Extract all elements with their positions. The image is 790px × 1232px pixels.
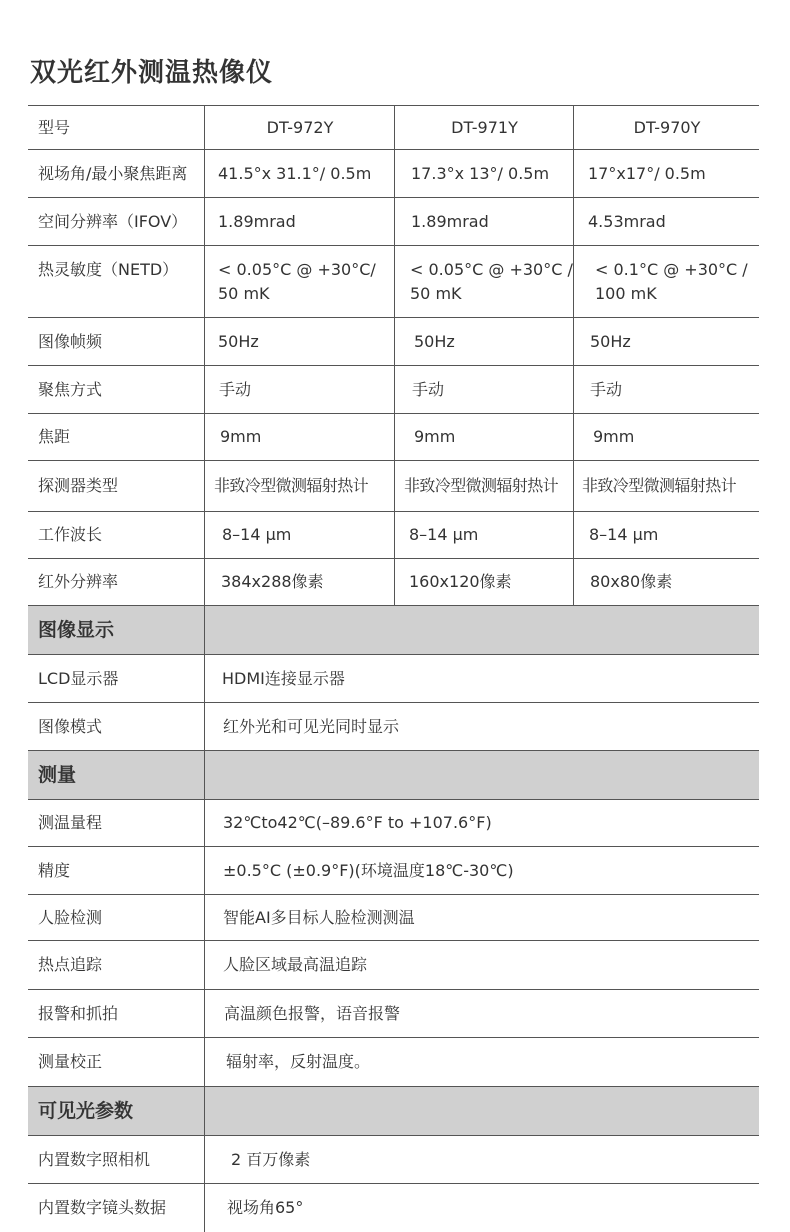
table-row [28, 1184, 759, 1232]
table-row [28, 941, 759, 990]
row-value: HDMI连接显示器 [222, 668, 345, 688]
row-label: 红外分辨率 [28, 559, 205, 605]
row-label: 精度 [28, 847, 205, 894]
table-row [28, 990, 759, 1038]
section-filler [206, 1087, 759, 1135]
value-972y: 手动 [206, 366, 395, 413]
table-row [28, 246, 759, 318]
value-971y: 手动 [396, 366, 574, 413]
value-972y: 384x288像素 [206, 559, 395, 605]
table-row [28, 318, 759, 366]
section-filler [206, 751, 759, 799]
value-972y: 9mm [206, 414, 395, 460]
row-value: 视场角65° [227, 1198, 304, 1217]
row-label: LCD显示器 [28, 655, 205, 702]
value-971y: 160x120像素 [396, 559, 574, 605]
section-title: 可见光参数 [28, 1087, 205, 1135]
row-value: 辐射率，反射温度。 [226, 1052, 371, 1071]
value-970y: < 0.1°C @ +30°C / 100 mK [595, 260, 748, 303]
row-label: 聚焦方式 [28, 366, 205, 413]
value-970y: 非致冷型微测辐射热计 [582, 476, 737, 495]
value-970y: 4.53mrad [588, 211, 666, 231]
row-label: 热灵敏度（NETD） [28, 246, 205, 317]
table-row [28, 655, 759, 703]
table-row [28, 150, 759, 198]
row-label: 热点追踪 [28, 941, 205, 989]
section-title: 图像显示 [28, 606, 205, 654]
table-row [28, 198, 759, 246]
table-row [28, 800, 759, 847]
row-value: 人脸区域最高温追踪 [223, 955, 368, 974]
row-value: 红外光和可见光同时显示 [223, 716, 400, 736]
row-label: 视场角/最小聚焦距离 [28, 150, 205, 197]
row-label: 内置数字镜头数据 [28, 1184, 205, 1232]
table-row [28, 366, 759, 414]
row-label: 报警和抓拍 [28, 990, 205, 1037]
row-label: 工作波长 [28, 512, 205, 558]
row-label: 人脸检测 [28, 895, 205, 940]
section-filler [206, 606, 759, 654]
table-row [28, 461, 759, 512]
row-label: 空间分辨率（IFOV） [28, 198, 205, 245]
value-972y: 8–14 µm [206, 512, 395, 558]
row-label: 图像帧频 [28, 318, 205, 365]
table-header-row [28, 106, 759, 150]
table-row [28, 895, 759, 941]
value-970y: 17°x17°/ 0.5m [588, 163, 706, 183]
row-value: 32℃to42℃(–89.6°F to +107.6°F) [223, 813, 492, 832]
table-row [28, 1136, 759, 1184]
value-970y: 8–14 µm [589, 525, 659, 544]
row-label: 图像模式 [28, 703, 205, 750]
section-title: 测量 [28, 751, 205, 799]
model-970y: DT-970Y [633, 117, 701, 137]
row-label: 测温量程 [28, 800, 205, 846]
value-971y: 9mm [396, 414, 574, 460]
row-value: 2 百万像素 [231, 1149, 311, 1169]
value-970y: 手动 [590, 379, 623, 399]
value-972y: 50Hz [206, 318, 395, 365]
value-971y: 50Hz [396, 318, 574, 365]
table-row [28, 847, 759, 895]
section-header-visible [28, 1087, 759, 1136]
table-row [28, 414, 759, 461]
value-971y: 17.3°x 13°/ 0.5m [396, 150, 574, 197]
value-971y: < 0.05°C @ +30°C / 50 mK [396, 246, 574, 317]
row-value: ±0.5°C (±0.9°F)(环境温度18℃-30℃) [223, 860, 514, 880]
section-header-display [28, 606, 759, 655]
row-label: 内置数字照相机 [28, 1136, 205, 1183]
value-971y: 8–14 µm [396, 512, 574, 558]
row-value: 高温颜色报警，语音报警 [224, 1003, 401, 1023]
row-label: 焦距 [28, 414, 205, 460]
value-971y: 1.89mrad [396, 198, 574, 245]
value-971y: 非致冷型微测辐射热计 [396, 461, 574, 511]
value-972y: < 0.05°C @ +30°C/ 50 mK [206, 246, 395, 317]
section-header-measure [28, 751, 759, 800]
row-value: 智能AI多目标人脸检测测温 [223, 907, 415, 927]
page-title: 双光红外测温热像仪 [30, 58, 274, 88]
value-970y: 80x80像素 [590, 572, 673, 591]
row-label: 测量校正 [28, 1038, 205, 1086]
value-972y: 41.5°x 31.1°/ 0.5m [206, 150, 395, 197]
value-970y: 9mm [593, 427, 635, 446]
table-row [28, 559, 759, 606]
table-row [28, 512, 759, 559]
model-label: 型号 [28, 106, 205, 149]
value-972y: 非致冷型微测辐射热计 [206, 461, 395, 511]
model-972y: DT-972Y [206, 106, 395, 149]
row-label: 探测器类型 [28, 461, 205, 511]
table-row [28, 703, 759, 751]
table-row [28, 1038, 759, 1087]
value-972y: 1.89mrad [206, 198, 395, 245]
value-970y: 50Hz [590, 331, 631, 351]
spec-table [28, 105, 759, 1232]
model-971y: DT-971Y [396, 106, 574, 149]
